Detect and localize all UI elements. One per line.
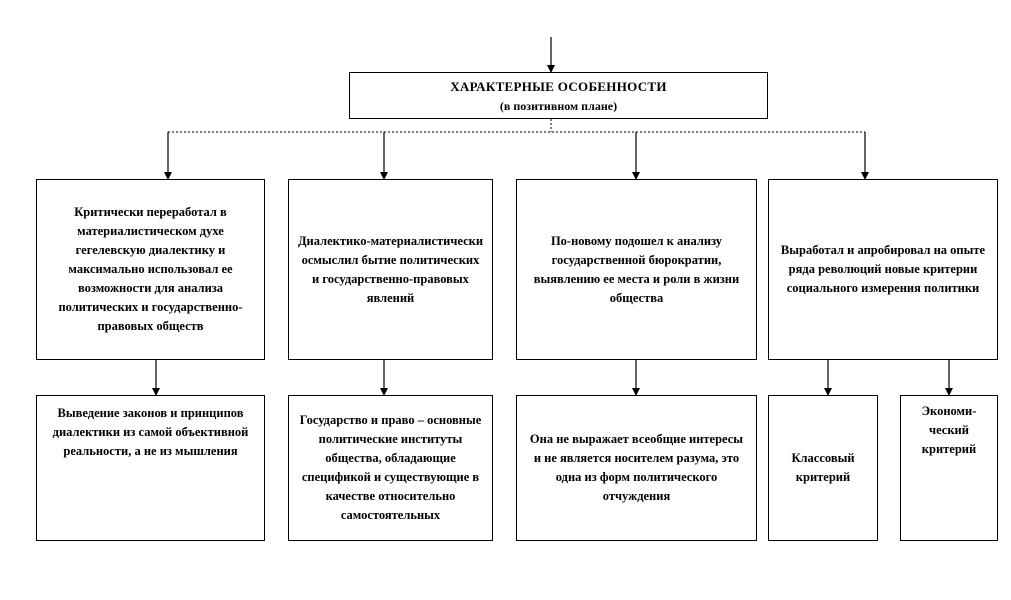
detail-box-laws	[36, 395, 265, 541]
detail-text: Она не выражает всеобщие интересы и не является носителем разума, это одна из форм политического отчуждения	[529, 432, 744, 503]
feature-text: Выработал и апробировал на опыте ряда революций новые критерии социального измерения политики	[780, 243, 986, 295]
header-box	[349, 72, 768, 119]
feature-box-bureaucracy	[516, 179, 757, 360]
detail-box-state-law	[288, 395, 493, 541]
detail-box-alienation	[516, 395, 757, 541]
detail-text: Государство и право – основные политические институты общества, обладающие спецификой и существующие в качестве относительно самостоятельных	[299, 413, 482, 522]
header-title: ХАРАКТЕРНЫЕ ОСОБЕННОСТИ	[450, 78, 667, 94]
header-subtitle: (в позитивном плане)	[499, 98, 618, 113]
feature-box-dialectics	[36, 179, 265, 360]
detail-text: Выведение законов и принципов диалектики из самой объективной реальности, а не из мышления	[52, 406, 249, 458]
detail-box-economic-criterion	[900, 395, 998, 541]
detail-box-class-criterion	[768, 395, 878, 541]
detail-text: Классовый критерий	[791, 451, 855, 484]
feature-text: Критически переработал в материалистическом духе гегелевскую диалектику и максимально использовал ее возможности для анализа политических и государственно-правовых обществ	[58, 205, 243, 333]
detail-text: Экономи-ческий критерий	[921, 404, 977, 456]
feature-box-criteria	[768, 179, 998, 360]
feature-box-materialism	[288, 179, 493, 360]
feature-text: Диалектико-материалистически осмыслил бытие политических и государственно-правовых явлений	[297, 233, 484, 305]
feature-text: По-новому подошел к анализу государственной бюрократии, выявлению ее места и роли в жизни общества	[533, 233, 740, 305]
